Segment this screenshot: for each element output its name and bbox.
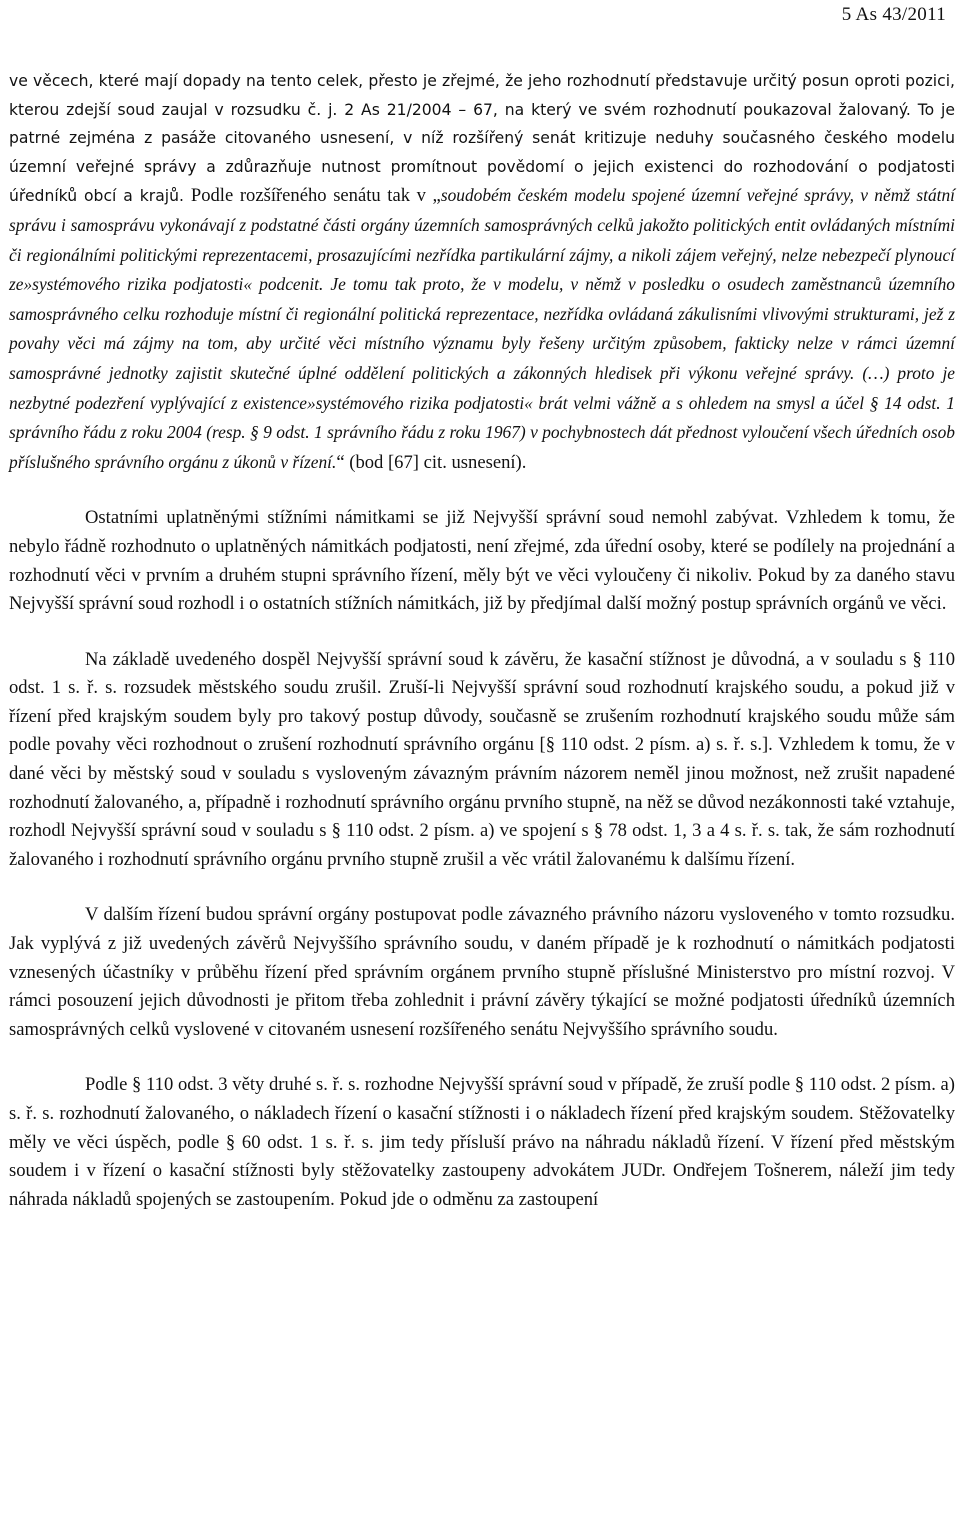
paragraph-text: ve věcech, které mají dopady na tento celek, přesto je zřejmé, že jeho rozhodnutí představuje určitý posun oproti pozici, kterou zdejší soud zaujal v rozsudku č. j. 2 As 21/2004 – 67, na který ve svém rozhodnutí poukazoval žalovaný. To je patrné zejména z pasáže citovaného usnesení, v níž rozšířený senát kritizuje neduhy současného českého modelu územní veřejné správy a zdůrazňuje nutnost promítnout povědomí o jejich existenci do rozhodování o podjatosti úředníků obcí a krajů. <box>9 72 955 206</box>
paragraph-text: Podle § 110 odst. 3 věty druhé s. ř. s. rozhodne Nejvyšší správní soud v případě, že zruší podle § 110 odst. 2 písm. a) s. ř. s. rozhodnutí žalovaného, o nákladech řízení o kasační stížnosti i o nákladech řízení před krajským soudem. Stěžovatelky měly ve věci úspěch, podle § 60 odst. 1 s. ř. s. jim tedy přísluší právo na náhradu nákladů řízení. V řízení před městským soudem i v řízení o kasační stížnosti byly stěžovatelky zastoupeny advokátem JUDr. Ondřejem Tošnerem, náleží jim tedy náhrada nákladů spojených se zastoupením. Pokud jde o odměnu za zastoupení <box>9 1074 955 1210</box>
paragraph <box>9 1071 955 1214</box>
document-body <box>9 67 955 1214</box>
paragraph-text: “ (bod [67] cit. usnesení). <box>336 451 527 473</box>
quoted-text: soudobém českém modelu spojené územní veřejné správy, v němž státní správu i samosprávu vykonávají z podstatné části orgány územních samosprávných celků jakožto politických entit ovládaných místními či regionálními politickými reprezentacemi, prosazujícími nezřídka partikulární zájmy, a nikoli zájem veřejný, nelze nebezpečí plynoucí ze»systémového rizika podjatosti« podcenit. Je tomu tak proto, že v modelu, v němž v posledku o osudech zaměstnanců územního samosprávného celku rozhoduje místní či regionální politická reprezentace, nezřídka ovládaná zákulisními vlivovými strukturami, jež z povahy věci má zájmy na tom, aby určité věci místního významu byly řešeny určitým způsobem, fakticky nelze v rámci územní samosprávné jednotky zajistit skutečné úplné oddělení politických a zákonných hledisek při výkonu veřejné správy. (…) proto je nezbytné podezření vyplývající z existence»systémového rizika podjatosti« brát velmi vážně a s ohledem na smysl a účel § 14 odst. 1 správního řádu z roku 2004 (resp. § 9 odst. 1 správního řádu z roku 1967) v pochybnostech dát přednost vyloučení všech úředních osob příslušného správního orgánu z úkonů v řízení. <box>9 185 955 472</box>
paragraph-text: Ostatními uplatněnými stížními námitkami se již Nejvyšší správní soud nemohl zabývat. Vzhledem k tomu, že nebylo řádně rozhodnuto o uplatněných námitkách podjatosti, není zřejmé, zda úřední osoby, které se podílely na projednání a rozhodnutí věci v prvním a druhém stupni správního řízení, měly být ve věci vyloučeny či nikoliv. Pokud by za daného stavu Nejvyšší správní soud rozhodl i o ostatních stížních námitkách, již by předjímal další možný postup správních orgánů ve věci. <box>9 507 955 615</box>
page-reference: 5 As 43/2011 <box>841 4 946 25</box>
paragraph <box>9 646 955 875</box>
paragraph-quote <box>9 67 955 477</box>
paragraph-text: Podle rozšířeného senátu tak v „ <box>190 185 441 207</box>
paragraph-text: V dalším řízení budou správní orgány postupovat podle závazného právního názoru vysloveného v tomto rozsudku. Jak vyplývá z již uvedených závěrů Nejvyššího správního soudu, v daném případě je k rozhodnutí o námitkách podjatosti vznesených účastníky v průběhu řízení před správním orgánem prvního stupně příslušné Ministerstvo pro místní rozvoj. V rámci posouzení jejich důvodnosti je přitom třeba zohlednit i právní závěry týkající se možné podjatosti úředníků územních samosprávných celků vyslovené v citovaném usnesení rozšířeného senátu Nejvyššího správního soudu. <box>9 904 955 1040</box>
paragraph <box>9 504 955 618</box>
paragraph <box>9 901 955 1044</box>
paragraph-text: Na základě uvedeného dospěl Nejvyšší správní soud k závěru, že kasační stížnost je důvodná, a v souladu s § 110 odst. 1 s. ř. s. rozsudek městského soudu zrušil. Zruší-li Nejvyšší správní soud rozhodnutí krajského soudu, a pokud již v řízení před krajským soudem byly pro takový postup důvody, současně se zrušením rozhodnutí krajského soudu může sám podle povahy věci rozhodnout o zrušení rozhodnutí správního orgánu [§ 110 odst. 2 písm. a) s. ř. s.]. Vzhledem k tomu, že v dané věci by městský soud v souladu s vysloveným závazným právním názorem neměl jinou možnost, než zrušit napadené rozhodnutí žalovaného, a, případně i rozhodnutí správního orgánu prvního stupně, na něž se důvod nezákonnosti také vztahuje, rozhodl Nejvyšší správní soud v souladu s § 110 odst. 2 písm. a) ve spojení s § 78 odst. 1, 3 a 4 s. ř. s. tak, že sám rozhodnutí žalovaného i rozhodnutí správního orgánu prvního stupně zrušil a věc vrátil žalovanému k dalšímu řízení. <box>9 648 955 870</box>
